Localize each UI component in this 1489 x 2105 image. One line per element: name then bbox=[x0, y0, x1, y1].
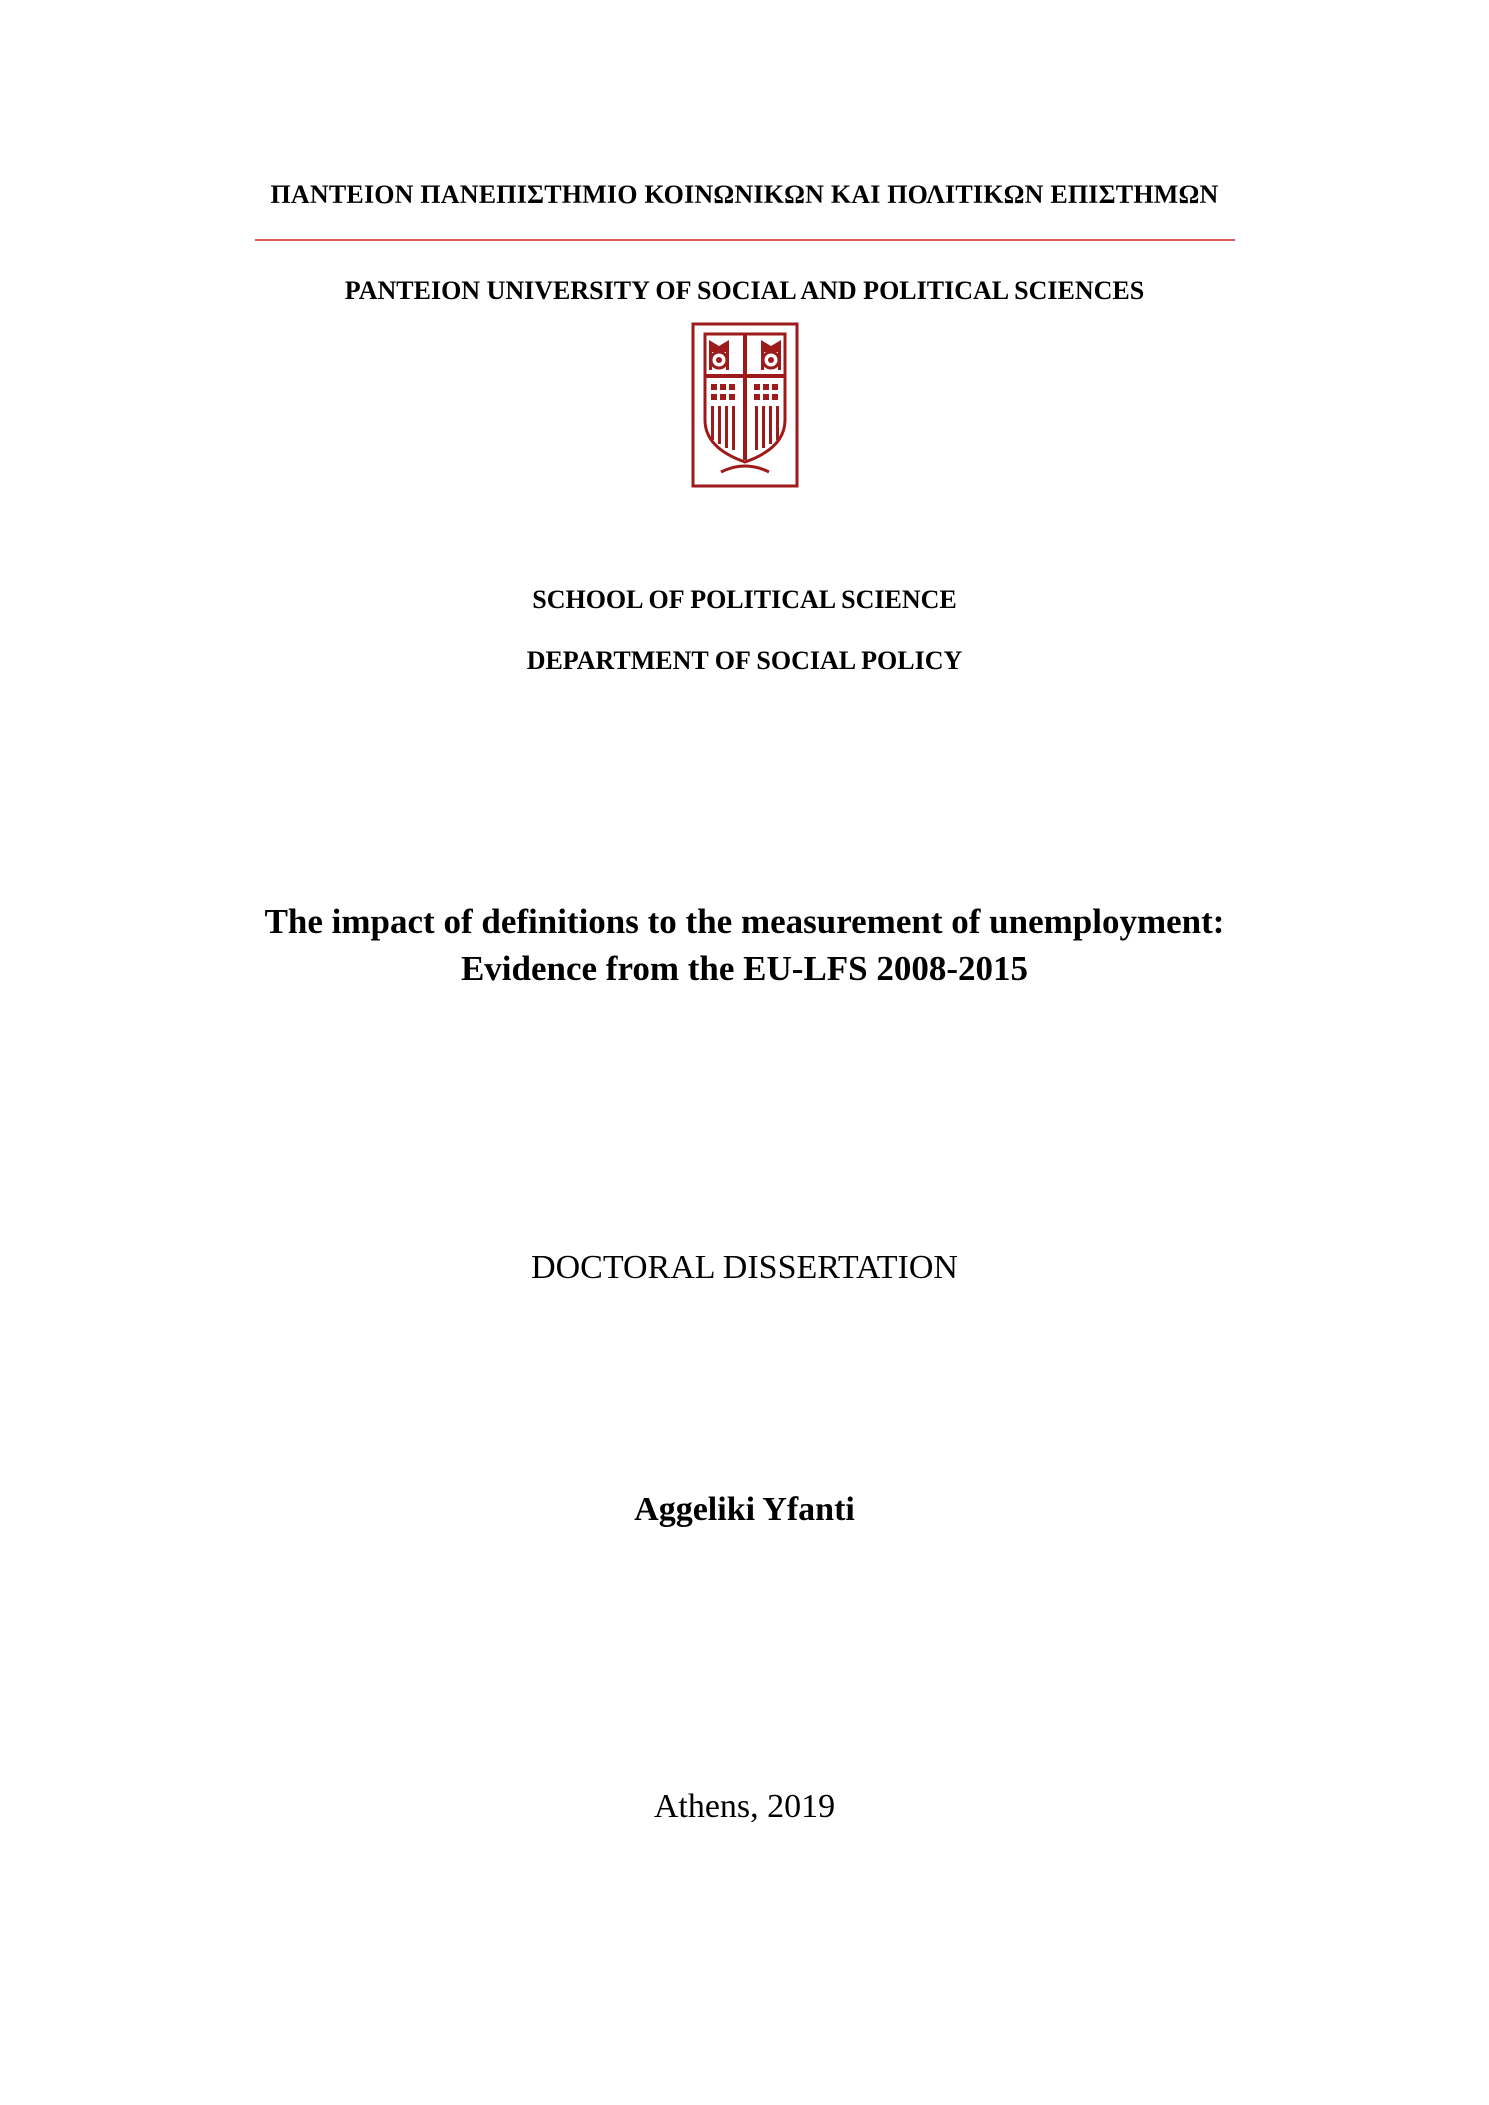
university-crest-icon bbox=[691, 322, 799, 488]
university-name-greek: ΠΑΝΤΕΙΟΝ ΠΑΝΕΠΙΣΤΗΜΙΟ ΚΟΙΝΩΝΙΚΩΝ ΚΑΙ ΠΟΛΙΤΙΚΩΝ ΕΠΙΣΤΗΜΩΝ bbox=[270, 180, 1219, 209]
school-name: SCHOOL OF POLITICAL SCIENCE bbox=[532, 585, 957, 614]
thesis-title-line-1: The impact of definitions to the measurement of unemployment: bbox=[264, 902, 1225, 941]
department-name: DEPARTMENT OF SOCIAL POLICY bbox=[526, 646, 963, 675]
place-and-date: Athens, 2019 bbox=[653, 1788, 836, 1825]
author-name: Aggeliki Yfanti bbox=[634, 1491, 855, 1528]
header-divider bbox=[255, 239, 1235, 241]
thesis-title bbox=[0, 898, 1489, 992]
document-type: DOCTORAL DISSERTATION bbox=[531, 1249, 958, 1286]
thesis-title-line-2: Evidence from the EU-LFS 2008-2015 bbox=[460, 949, 1029, 988]
university-name-english: PANTEION UNIVERSITY OF SOCIAL AND POLITICAL SCIENCES bbox=[344, 276, 1145, 305]
